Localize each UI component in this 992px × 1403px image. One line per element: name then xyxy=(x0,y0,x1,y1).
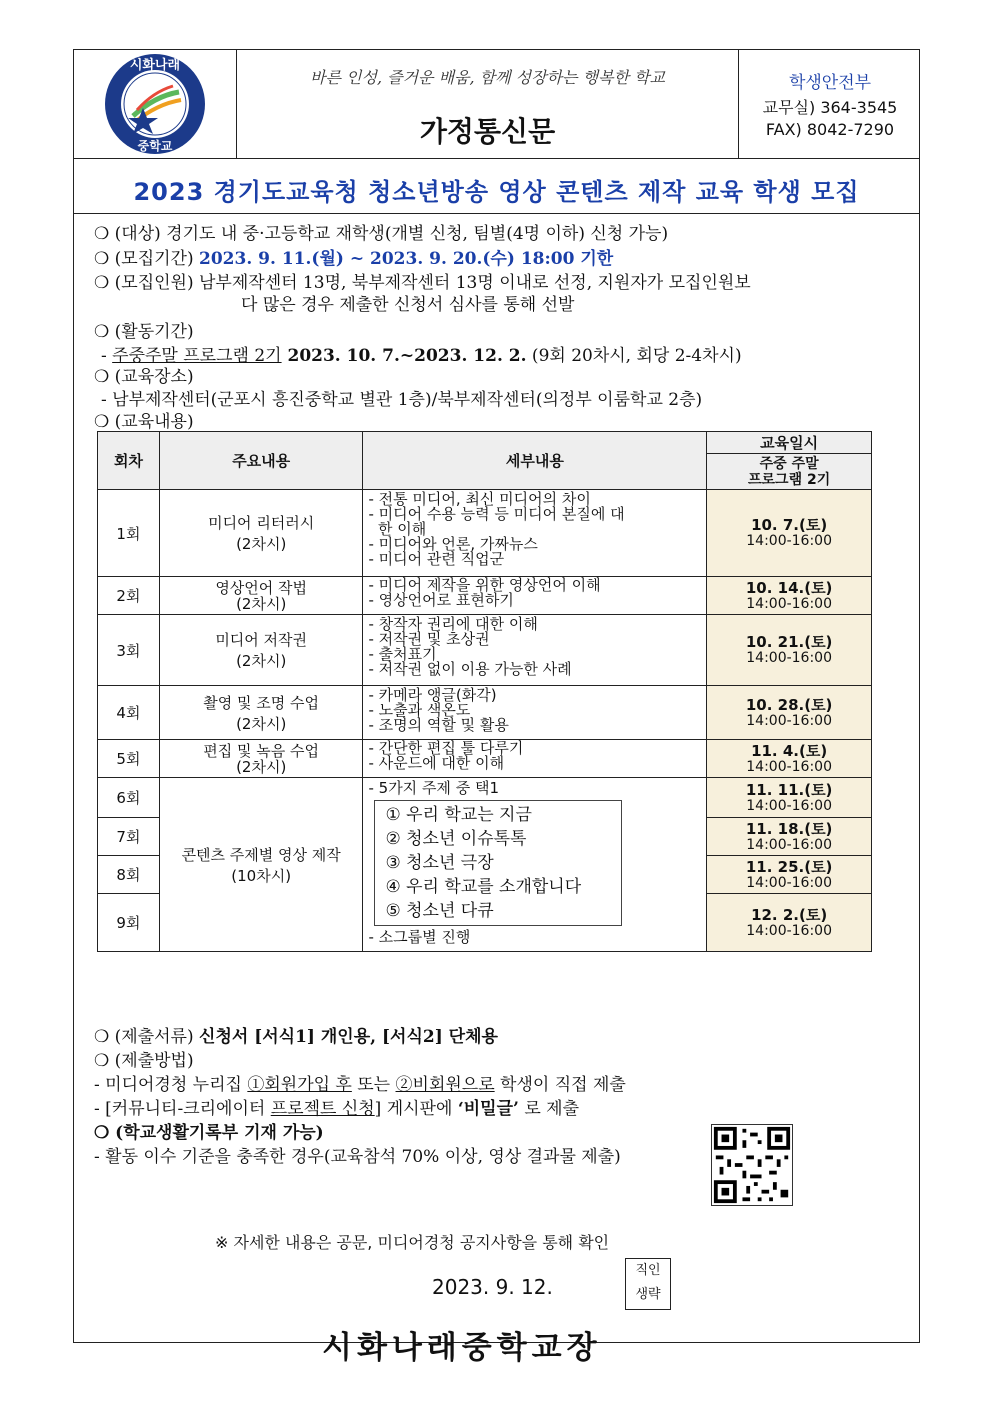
hours: (2차시) xyxy=(236,757,287,776)
document-title: 2023 경기도교육청 청소년방송 영상 콘텐츠 제작 교육 학생 모집 xyxy=(74,159,919,214)
time: 14:00-16:00 xyxy=(746,874,832,891)
gazette-title: 가정통신문 xyxy=(419,115,556,148)
hours: (2차시) xyxy=(236,594,287,613)
period-value: 2023. 9. 11.(월) ~ 2023. 9. 20.(수) 18:00 기한 xyxy=(199,249,614,269)
school-motto: 바른 인성, 즐거운 배움, 함께 성장하는 행복한 학교 xyxy=(310,68,665,87)
header-date-sub: 주중 주말 프로그램 2기 xyxy=(707,454,872,490)
header-session: 회차 xyxy=(98,432,160,490)
fax: FAX) 8042-7290 xyxy=(765,120,895,139)
method-signup: ①회원가입 후 xyxy=(247,1075,352,1095)
table-row xyxy=(98,615,872,686)
detail-item: - 미디어 관련 직업군 xyxy=(368,550,505,568)
place-detail: - 남부제작센터(군포시 흥진중학교 별관 1층)/북부제작센터(의정부 이룸학교 2층) xyxy=(101,390,703,410)
record-detail: - 활동 이수 기준을 충족한 경우(교육참석 70% 이상, 영상 결과물 제출) xyxy=(94,1147,621,1167)
detail-item: - 영상언어로 표현하기 xyxy=(368,591,514,609)
detail-item: - 미디어 제작을 위한 영상언어 이해 xyxy=(368,576,601,594)
date: 10. 21.(토) xyxy=(745,633,833,651)
method-text: 로 제출 xyxy=(518,1099,579,1119)
detail-item: - 간단한 편집 툴 다루기 xyxy=(368,739,524,757)
session-cell: 9회 xyxy=(98,894,160,952)
main-topic: 미디어 리터러시 xyxy=(208,514,315,532)
main-topic: 미디어 저작권 xyxy=(215,631,308,649)
session-cell: 3회 xyxy=(98,615,160,686)
recruit-line-1: ❍ (모집인원) 남부제작센터 13명, 북부제작센터 13명 이내로 선정, 지원자가 모집인원보 xyxy=(94,273,751,293)
docs-line xyxy=(94,1022,498,1047)
time: 14:00-16:00 xyxy=(746,922,832,939)
method-line-2 xyxy=(94,1094,579,1119)
seal-text-1: 직인 xyxy=(635,1263,661,1278)
date: 10. 7.(토) xyxy=(751,516,828,534)
docs-label: ❍ (제출서류) xyxy=(94,1027,200,1047)
hours: (10차시) xyxy=(231,866,292,885)
date: 11. 25.(토) xyxy=(745,857,833,876)
session-cell: 2회 xyxy=(98,577,160,615)
detail-item: 한 이해 xyxy=(368,520,427,538)
detail-item: - 미디어와 언론, 가짜뉴스 xyxy=(368,535,538,553)
header-detail: 세부내용 xyxy=(363,432,707,490)
activity-note: (9회 20차시, 회당 2-4차시) xyxy=(526,346,742,366)
date: 11. 18.(토) xyxy=(745,819,833,838)
target-line: ❍ (대상) 경기도 내 중·고등학교 재학생(개별 신청, 팀별(4명 이하) 신청 가능) xyxy=(94,224,669,244)
session-cell: 6회 xyxy=(98,778,160,818)
detail-item: - 저작권 없이 이용 가능한 사례 xyxy=(368,660,572,678)
logo-text-top: 시화나래 xyxy=(129,58,181,73)
date: 11. 11.(토) xyxy=(745,780,833,799)
activity-program: 주중주말 프로그램 2기 xyxy=(112,346,282,366)
period-label: ❍ (모집기간) xyxy=(94,249,200,269)
time: 14:00-16:00 xyxy=(746,650,832,666)
seal-text-2: 생략 xyxy=(635,1287,661,1302)
header-center xyxy=(237,50,739,159)
method-board: 프로젝트 신청 xyxy=(270,1099,375,1119)
topic-item: ② 청소년 이슈톡톡 xyxy=(385,829,527,849)
school-logo xyxy=(103,52,208,157)
time: 14:00-16:00 xyxy=(746,712,832,729)
docs-value: 신청서 [서식1] 개인용, [서식2] 단체용 xyxy=(199,1027,498,1047)
method-text: - [커뮤니티-크리에이터 xyxy=(94,1099,271,1119)
hours: (2차시) xyxy=(236,535,287,553)
seal-stamp xyxy=(625,1258,671,1310)
detail-item: - 전통 미디어, 최신 미디어의 차이 xyxy=(368,490,591,508)
time: 14:00-16:00 xyxy=(746,797,832,814)
table-row xyxy=(98,490,872,577)
contact-cell xyxy=(739,50,921,159)
session-cell: 4회 xyxy=(98,686,160,740)
topic-box xyxy=(374,800,622,926)
method-label: ❍ (제출방법) xyxy=(94,1051,194,1071)
method-text: 또는 xyxy=(351,1075,396,1095)
date: 11. 4.(토) xyxy=(751,741,828,760)
activity-label: ❍ (활동기간) xyxy=(94,322,194,342)
session-cell: 7회 xyxy=(98,818,160,856)
time: 14:00-16:00 xyxy=(746,758,832,775)
main-topic: 편집 및 녹음 수업 xyxy=(203,741,320,760)
method-text: 학생이 직접 제출 xyxy=(494,1075,626,1095)
session-cell: 5회 xyxy=(98,740,160,778)
detail-item: - 저작권 및 초상권 xyxy=(368,630,490,648)
footer-date: 2023. 9. 12. xyxy=(432,1275,553,1299)
hours: (2차시) xyxy=(236,714,287,733)
header-date-group: 교육일시 xyxy=(707,432,872,454)
time: 14:00-16:00 xyxy=(746,595,832,612)
header-main: 주요내용 xyxy=(159,432,363,490)
topic-item: ④ 우리 학교를 소개합니다 xyxy=(385,877,582,897)
detail-item: - 5가지 주제 중 택1 xyxy=(368,779,499,797)
detail-item: - 사운드에 대한 이해 xyxy=(368,754,505,772)
activity-line xyxy=(101,341,742,366)
hours: (2차시) xyxy=(236,652,287,670)
method-text: - 미디어경청 누리집 xyxy=(94,1075,248,1095)
recruit-line-2: 다 많은 경우 제출한 신청서 심사를 통해 선발 xyxy=(241,295,575,315)
detail-item: - 미디어 수용 능력 등 미디어 본질에 대 xyxy=(368,505,625,523)
place-label: ❍ (교육장소) xyxy=(94,367,194,387)
logo-cell xyxy=(74,50,237,159)
detail-item: - 노출과 색온도 xyxy=(368,701,471,719)
table-row xyxy=(98,740,872,778)
detail-item: - 창작자 권리에 대한 이해 xyxy=(368,615,538,633)
logo-text-bottom: 중학교 xyxy=(137,139,173,153)
table-row xyxy=(98,778,872,818)
detail-item: - 조명의 역할 및 활용 xyxy=(368,716,509,734)
detail-item: - 소그룹별 진행 xyxy=(368,928,471,946)
topic-item: ③ 청소년 극장 xyxy=(385,853,494,873)
table-row xyxy=(98,686,872,740)
detail-item: - 카메라 앵글(화각) xyxy=(368,686,497,704)
main-topic: 콘텐츠 주제별 영상 제작 xyxy=(181,845,341,864)
date: 10. 14.(토) xyxy=(745,578,833,597)
time: 14:00-16:00 xyxy=(746,533,832,549)
method-secret: ‘비밀글’ xyxy=(457,1099,519,1119)
session-cell: 1회 xyxy=(98,490,160,577)
record-line: ❍ (학교생활기록부 기재 가능) xyxy=(94,1123,324,1143)
activity-dates: 2023. 10. 7.~2023. 12. 2. xyxy=(281,346,527,366)
schedule-table xyxy=(97,431,872,952)
topic-item: ① 우리 학교는 지금 xyxy=(385,805,532,825)
table-row xyxy=(98,577,872,615)
header xyxy=(74,50,919,159)
phone: 교무실) 364-3545 xyxy=(762,98,898,117)
detail-item: - 출처표기 xyxy=(368,645,437,663)
content-label: ❍ (교육내용) xyxy=(94,412,194,432)
footer-note: ※ 자세한 내용은 공문, 미디어경청 공지사항을 통해 확인 xyxy=(215,1233,610,1252)
department: 학생안전부 xyxy=(788,73,872,93)
qr-code[interactable] xyxy=(711,1124,793,1206)
method-guest: ②비회원으로 xyxy=(395,1075,495,1095)
topic-item: ⑤ 청소년 다큐 xyxy=(385,901,494,921)
session-cell: 8회 xyxy=(98,856,160,894)
activity-prefix: - xyxy=(101,346,113,366)
newsletter-page xyxy=(73,49,920,1366)
main-topic: 촬영 및 조명 수업 xyxy=(203,693,320,712)
principal-name: 시화나래중학교장 xyxy=(322,1330,602,1366)
time: 14:00-16:00 xyxy=(746,836,832,853)
main-topic: 영상언어 작법 xyxy=(215,578,308,597)
method-text: ] 게시판에 xyxy=(374,1099,458,1119)
date: 10. 28.(토) xyxy=(745,695,833,714)
period-line xyxy=(94,244,613,269)
date: 12. 2.(토) xyxy=(751,905,828,924)
method-line-1 xyxy=(94,1070,626,1095)
